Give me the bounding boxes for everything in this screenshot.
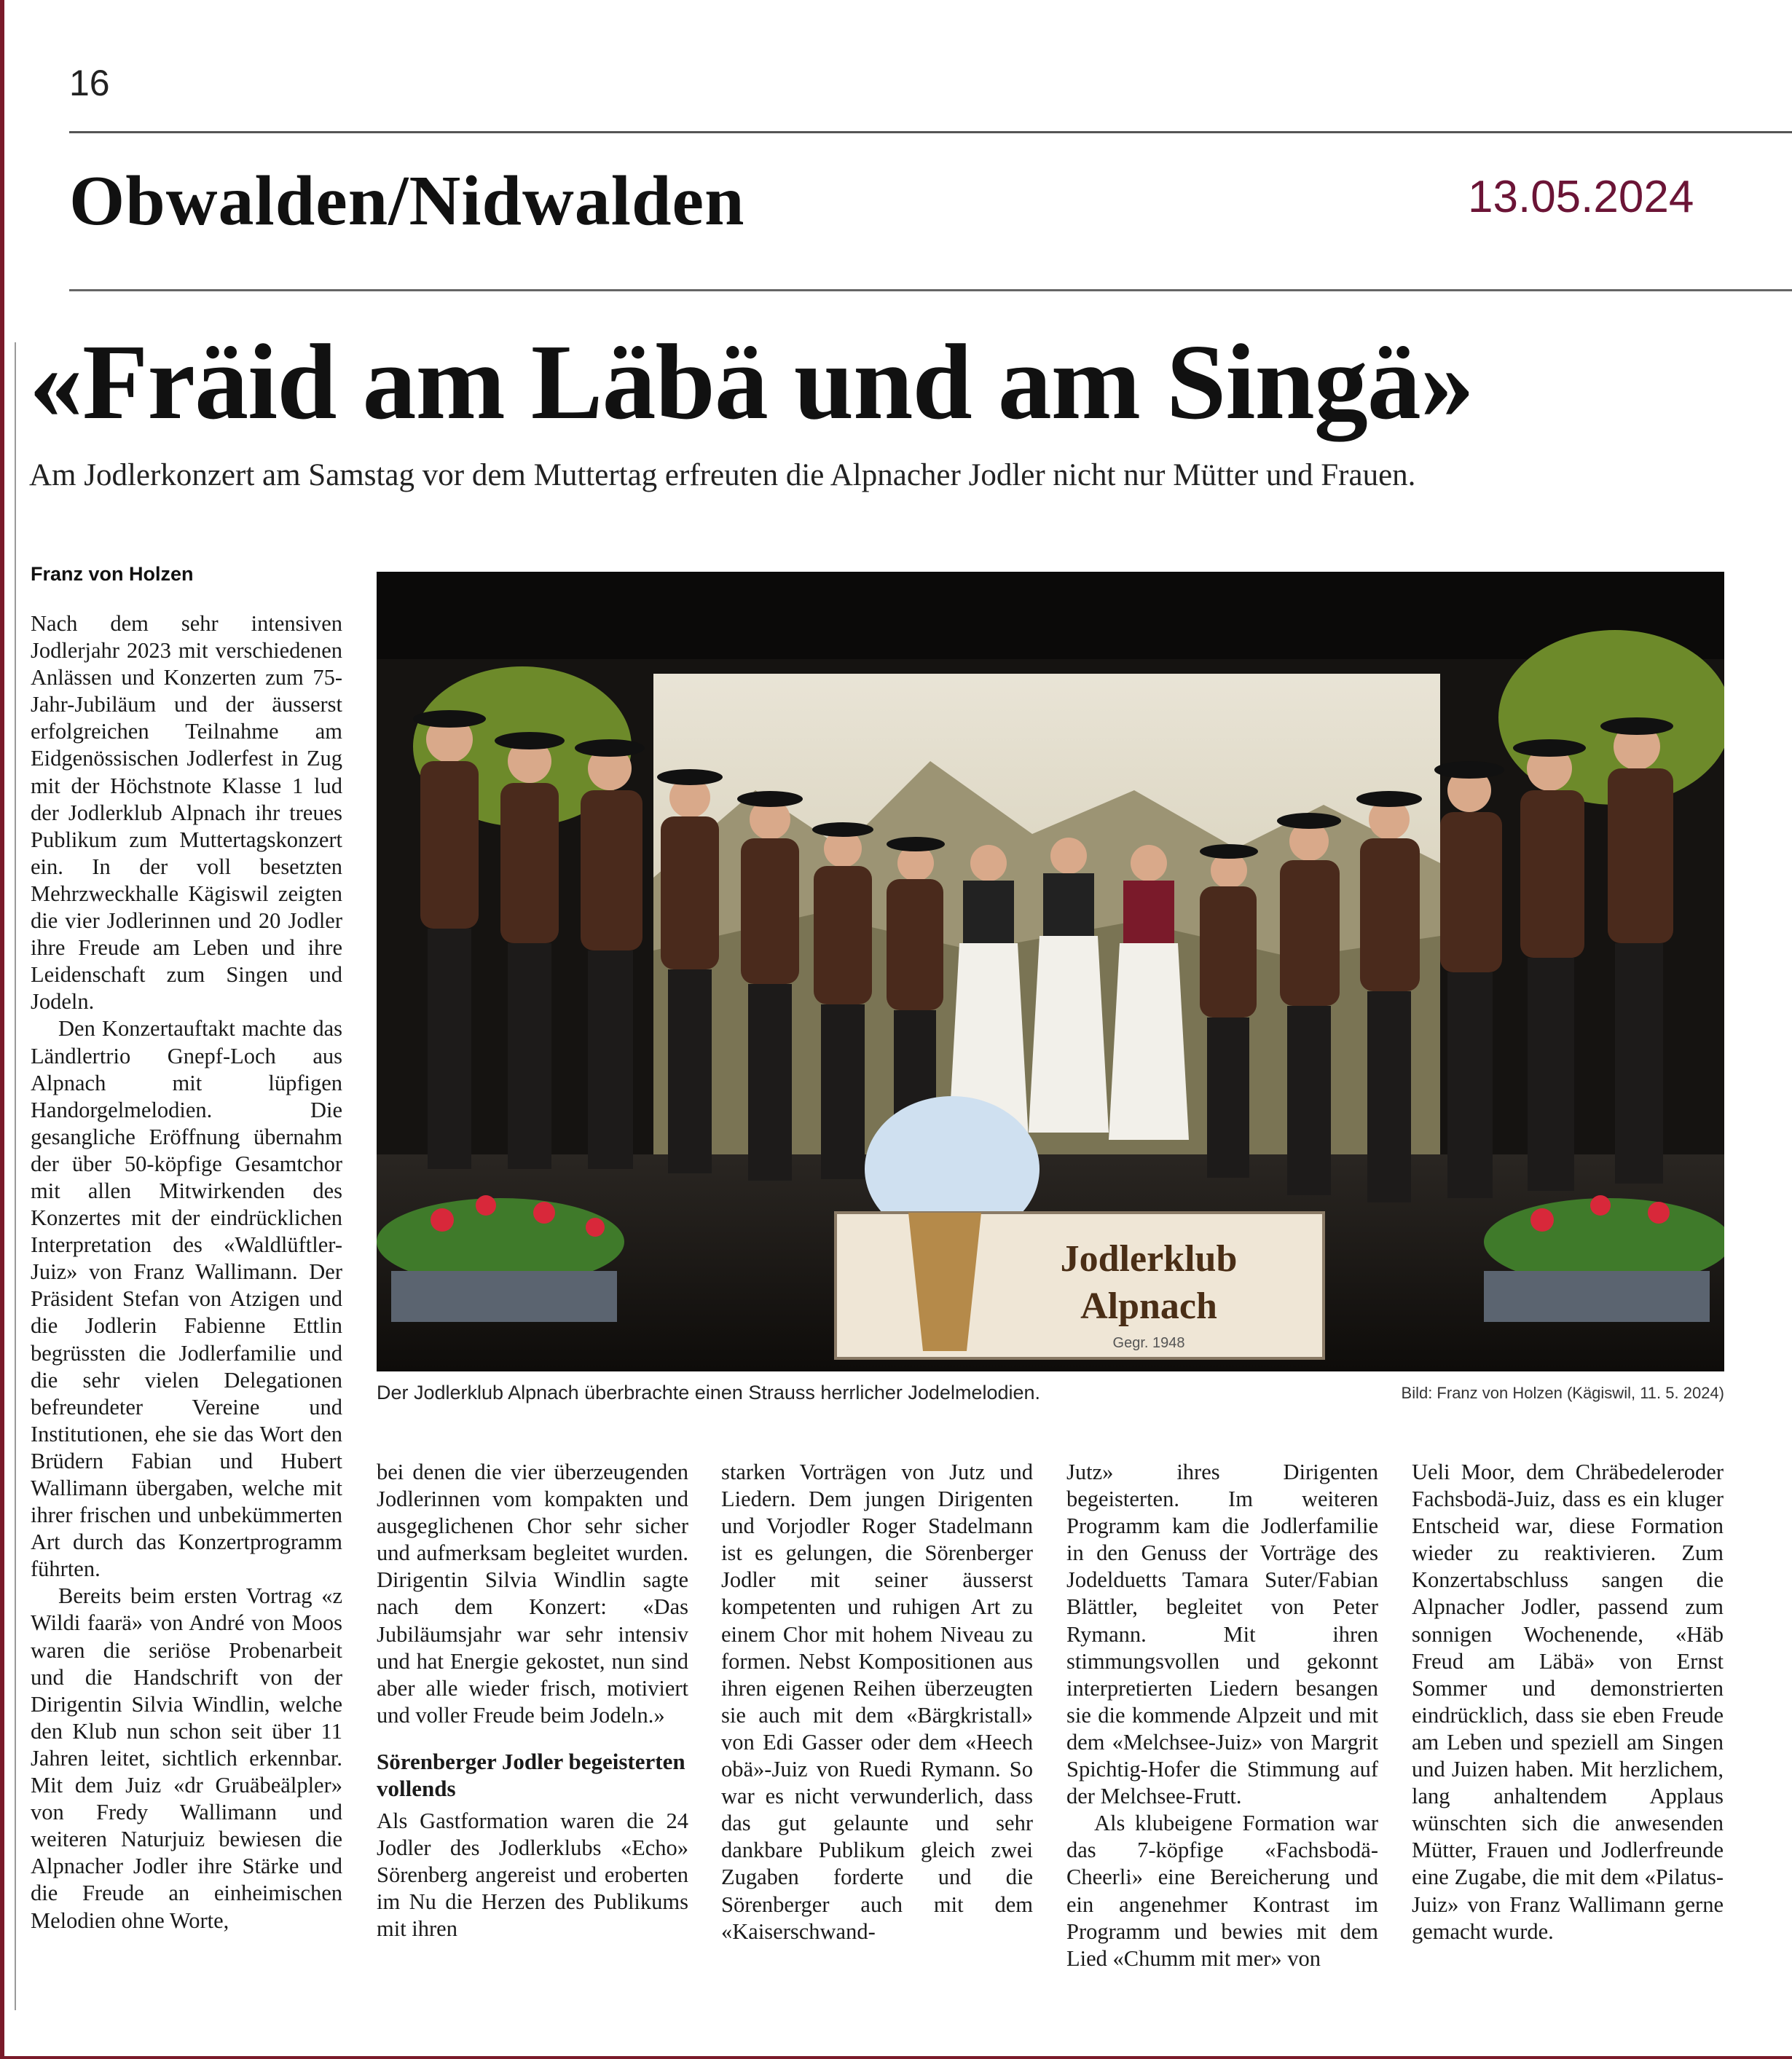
- article-paragraph: Jutz» ihres Dirigenten begeisterten. Im weiteren Programm kam die Jodlerfamilie in den Genuss der Vorträge des Jodelduetts Tamara Suter/Fabian Blättler, begleitet von Peter Rymann. Mit ihren stimmungsvollen und gekonnt interpretierten Liedern besangen sie die kommende Alpzeit und mit dem «Melchsee-Juiz» von Margrit Spichtig-Hofer die Stimmung auf der Melchsee-Frutt.: [1066, 1460, 1378, 1809]
- margin-rule: [15, 342, 16, 2010]
- photo-credit: Bild: Franz von Holzen (Kägiswil, 11. 5. 2024): [1401, 1384, 1724, 1402]
- page-number: 16: [69, 63, 110, 103]
- article-paragraph: Bereits beim ersten Vortrag «z Wildi faarä» von André von Moos waren die seriöse Probenarbeit und die Handschrift von der Dirigentin Silvia Windlin, welche den Klub nun schon seit über 11 Jahren leitet, sichtlich erkennbar. Mit dem Juiz «dr Gruäbeälpler» von Fredy Wallimann und weiteren Naturjuiz bewiesen die Alpnacher Jodler ihre Stärke und die Freude an einheimischen Melodien ohne Worte,: [31, 1583, 342, 1933]
- section-title: Obwalden/Nidwalden: [69, 162, 745, 240]
- flower-box-left: [377, 1195, 624, 1322]
- article-subheading: Sörenberger Jodler begeisterten vollends: [377, 1748, 685, 1801]
- article-column-5: [1412, 1459, 1724, 1945]
- sign-founded: Gegr. 1948: [1112, 1335, 1185, 1351]
- article-paragraph: Ueli Moor, dem Chräbedeleroder Fachsbodä-Juiz, dass es ein kluger Entscheid war, diese Formation wieder zu reaktivieren. Zum Konzertabschluss sangen die Alpnacher Jodler, passend zum sonnigen Wochenende, «Häb Freud am Läbä» von Ernst Sommer und demonstrierten eindrücklich, dass sie eben Freude am Leben und speziell am Singen und Juizen haben. Mit herzlichem, lang anhaltendem Applaus wünschten sich die anwesenden Mütter, Frauen und Jodlerfreunde eine Zugabe, die mit dem «Pilatus-Juiz» von Franz Wallimann gerne gemacht wurde.: [1412, 1460, 1724, 1944]
- article-paragraph: Den Konzertauftakt machte das Ländlertrio Gnepf-Loch aus Alpnach mit lüpfigen Handorgelmelodien. Die gesangliche Eröffnung übernahm der über 50-köpfige Gesamtchor mit allen Mitwirkenden des Konzertes mit der eindrücklichen Interpretation des «Waldlüftler-Juiz» von Franz Wallimann. Der Präsident Stefan von Atzigen und die Jodlerin Fabienne Ettlin begrüssten die Jodlerfamilie und die sehr vielen Delegationen befreundeter Vereine und Institutionen, ehe sie das Wort den Brüdern Fabian und Hubert Wallimann übergaben, welche mit ihrer frischen und unbekümmerten Art durch das Konzertprogramm führten.: [31, 1016, 342, 1582]
- article-paragraph: Nach dem sehr intensiven Jodlerjahr 2023 mit verschiedenen Anlässen und Konzerten zum 75-Jahr-Jubiläum und der äusserst erfolgreichen Teilnahme am Eidgenössischen Jodlerfest in Zug mit der Höchstnote Klasse 1 lud der Jodlerklub Alpnach ihr treues Publikum zum Muttertagskonzert ein. In der voll besetzten Mehrzweckhalle Kägiswil zeigten die vier Jodlerinnen und 20 Jodler ihre Freude am Leben und ihre Leidenschaft zum Singen und Jodeln.: [31, 611, 342, 1015]
- sign-title-line1: Jodlerklub: [1060, 1238, 1238, 1280]
- article-headline: «Fräid am Läbä und am Singä»: [29, 323, 1474, 442]
- page-edge-line: [0, 0, 4, 2059]
- article-column-3: [721, 1459, 1033, 1945]
- flower-box-right: [1484, 1195, 1724, 1322]
- article-paragraph: starken Vorträgen von Jutz und Liedern. Dem jungen Dirigenten und Vorjodler Roger Stadelmann ist es gelungen, die Sörenberger Jodler mit seiner äusserst kompetenten und ruhigen Art zu einem Chor mit hohem Niveau zu formen. Nebst Kompositionen aus ihren eigenen Reihen überzeugten sie auch mit dem «Bärgkristall» von Edi Gasser oder dem «Heech obä»-Juiz von Ruedi Rymann. So war es nicht verwunderlich, dass das gut gelaunte und sehr dankbare Publikum gleich zwei Zugaben forderte und die Sörenberger auch mit dem «Kaiserschwand-: [721, 1460, 1033, 1944]
- section-rule: [69, 289, 1792, 291]
- header-rule: [69, 131, 1792, 133]
- club-sign: [836, 1213, 1324, 1358]
- article-paragraph: Als klubeigene Formation war das 7-köpfige «Fachsbodä-Cheerli» eine Bereicherung und ein angenehmer Kontrast im Programm und bewies mit dem Lied «Chumm mit mer» von: [1066, 1811, 1378, 1971]
- photo-caption: Der Jodlerklub Alpnach überbrachte einen Strauss herrlicher Jodelmelodien.: [377, 1382, 1041, 1403]
- article-paragraph: bei denen die vier überzeugenden Jodlerinnen vom kompakten und ausgeglichenen Chor sehr sicher und aufmerksam begleitet wurden. Dirigentin Silvia Windlin sagte nach dem Konzert: «Das Jubiläumsjahr war sehr intensiv und hat Energie gekostet, nun sind aber alle wieder frisch, motiviert und voller Freude beim Jodeln.»: [377, 1460, 688, 1728]
- article-photo: [377, 572, 1724, 1371]
- article-author: Franz von Holzen: [31, 563, 194, 585]
- article-column-2: [377, 1459, 688, 1942]
- choir-photo-illustration: [377, 572, 1724, 1371]
- page-bottom-line: [0, 2056, 1792, 2059]
- article-column-1: [31, 610, 342, 1934]
- sign-title-line2: Alpnach: [1080, 1286, 1217, 1327]
- article-paragraph: Als Gastformation waren die 24 Jodler des Jodlerklubs «Echo» Sörenberg angereist und eroberten im Nu die Herzen des Publikums mit ihren: [377, 1808, 688, 1942]
- article-column-4: [1066, 1459, 1378, 1972]
- date-stamp: 13.05.2024: [1468, 172, 1694, 222]
- article-subtitle: Am Jodlerkonzert am Samstag vor dem Muttertag erfreuten die Alpnacher Jodler nicht nur Mütter und Frauen.: [29, 458, 1416, 492]
